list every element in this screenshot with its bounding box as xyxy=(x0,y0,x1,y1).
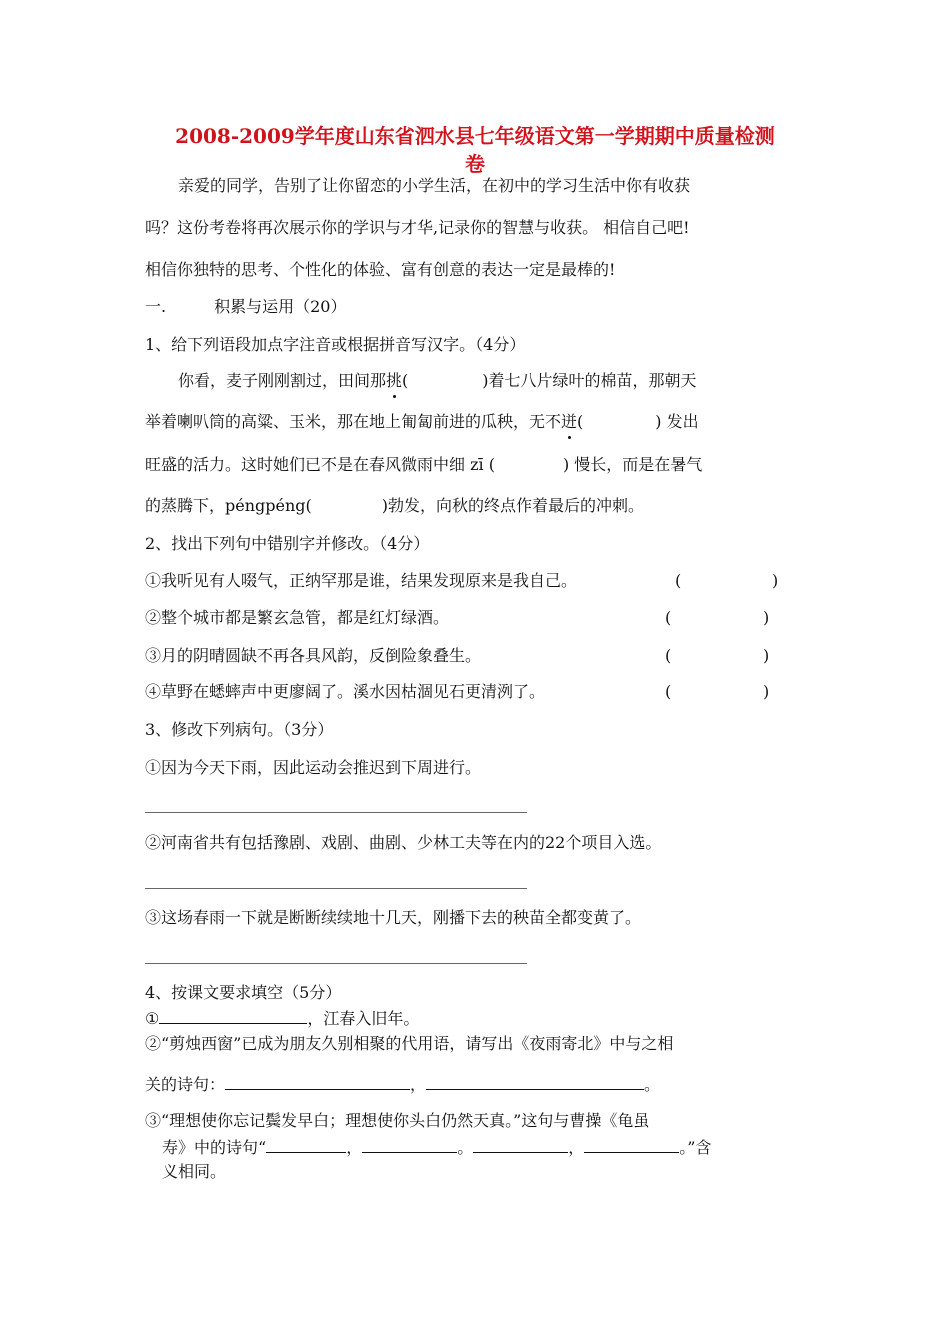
q2-paren-close: ) xyxy=(763,608,770,627)
q1-line-2 xyxy=(145,411,699,433)
section-number: 一. xyxy=(145,297,167,316)
q2-item-3: ③月的阴晴圆缺不再各具风韵，反倒险象叠生。 xyxy=(145,646,482,665)
q1-text: )勃发，向秋的终点作着最后的冲刺。 xyxy=(381,496,645,515)
q2-paren-open: ( xyxy=(675,571,682,590)
q4-item-3-text: 。”含 xyxy=(679,1138,712,1157)
intro-line-2: 吗？这份考卷将再次展示你的学识与才华,记录你的智慧与收获。 相信自己吧! xyxy=(145,218,690,237)
q2-paren-open: ( xyxy=(665,608,672,627)
q4-item-2-line-1: ②“剪烛西窗”已成为朋友久别相聚的代用语，请写出《夜雨寄北》中与之相 xyxy=(145,1034,674,1053)
q1-line-3 xyxy=(145,454,702,476)
q4-item-2-text: 关的诗句： xyxy=(145,1075,226,1094)
q4-heading: 4、按课文要求填空（5分） xyxy=(145,983,342,1002)
q2-paren-open: ( xyxy=(665,646,672,665)
q3-heading: 3、修改下列病句。（3分） xyxy=(145,720,334,739)
q4-item-1 xyxy=(145,1007,419,1030)
q4-item-3-line-3: 义相同。 xyxy=(162,1162,227,1181)
q1-text: )着七八片绿叶的棉苗，那朝天 xyxy=(482,371,697,390)
q1-paren-open: ( xyxy=(577,412,584,431)
q1-text: 你看，麦子刚刚割过，田间那 xyxy=(178,371,387,390)
q2-paren-close: ) xyxy=(772,571,779,590)
q4-item-3-line-2 xyxy=(162,1136,711,1159)
q3-answer-line-1[interactable] xyxy=(145,812,527,813)
q1-text: 旺盛的活力。这时她们已不是在春风微雨中细 zī ( xyxy=(145,455,495,474)
page-title xyxy=(150,122,800,178)
q4-punct: 。 xyxy=(457,1138,474,1157)
q4-punct: ， xyxy=(346,1138,363,1157)
q1-line-4 xyxy=(145,495,644,517)
q4-item-1-number: ① xyxy=(145,1009,160,1028)
q1-text: 举着喇叭筒的高粱、玉米，那在地上匍匐前进的瓜秧，无不 xyxy=(145,412,562,431)
q3-answer-line-2[interactable] xyxy=(145,888,527,889)
q4-blank-5[interactable] xyxy=(362,1136,457,1153)
q3-item-2: ②河南省共有包括豫剧、戏剧、曲剧、少林工夫等在内的22个项目入选。 xyxy=(145,833,662,852)
section-heading xyxy=(145,296,346,318)
q3-item-1: ①因为今天下雨，因此运动会推迟到下周进行。 xyxy=(145,758,482,777)
q1-text: ) 发出 xyxy=(655,412,699,431)
q1-text: 的蒸腾下，péngpéng( xyxy=(145,496,312,515)
q4-blank-1[interactable] xyxy=(159,1007,307,1024)
q2-paren-close: ) xyxy=(763,646,770,665)
q2-item-2: ②整个城市都是繁玄急管，都是红灯绿酒。 xyxy=(145,608,450,627)
q2-item-1: ①我听见有人啜气，正纳罕那是谁，结果发现原来是我自己。 xyxy=(145,571,578,590)
q2-paren-open: ( xyxy=(665,682,672,701)
q4-punct: ， xyxy=(410,1075,427,1094)
intro-line-3: 相信你独特的思考、个性化的体验、富有创意的表达一定是最棒的! xyxy=(145,260,616,279)
q1-dotted-char: 挑 xyxy=(386,371,403,390)
intro-line-1: 亲爱的同学，告别了让你留恋的小学生活，在初中的学习生活中你有收获 xyxy=(178,176,691,195)
q4-punct: ， xyxy=(568,1138,585,1157)
q4-blank-4[interactable] xyxy=(266,1136,346,1153)
q4-item-1-text: ，江春入旧年。 xyxy=(307,1009,420,1028)
q4-item-2-line-2 xyxy=(145,1073,660,1096)
q1-paren-open: ( xyxy=(402,371,409,390)
q1-text: ) 慢长，而是在暑气 xyxy=(562,455,703,474)
section-title: 积累与运用（20） xyxy=(214,297,347,316)
q4-punct: 。 xyxy=(644,1075,661,1094)
q2-paren-close: ) xyxy=(763,682,770,701)
q4-item-3-text: 寿》中的诗句“ xyxy=(162,1138,267,1157)
q4-item-3-line-1: ③“理想使你忘记鬓发早白；理想使你头白仍然天真。”这句与曹操《龟虽 xyxy=(145,1111,650,1130)
q4-blank-2[interactable] xyxy=(225,1073,410,1090)
q3-item-3: ③这场春雨一下就是断断续续地十几天，刚播下去的秧苗全都变黄了。 xyxy=(145,908,642,927)
title-line-2: 卷 xyxy=(465,152,485,176)
q4-blank-3[interactable] xyxy=(426,1073,644,1090)
q1-dotted-char: 迸 xyxy=(561,412,578,431)
q2-item-4: ④草野在蟋蟀声中更廖阔了。溪水因枯涸见石更清洌了。 xyxy=(145,682,546,701)
q4-blank-7[interactable] xyxy=(584,1136,679,1153)
title-line-1: 2008-2009学年度山东省泗水县七年级语文第一学期期中质量检测 xyxy=(175,124,775,148)
q3-answer-line-3[interactable] xyxy=(145,963,527,964)
q2-heading: 2、找出下列句中错别字并修改。（4分） xyxy=(145,534,430,553)
q1-line-1 xyxy=(178,370,697,392)
q4-blank-6[interactable] xyxy=(473,1136,568,1153)
q1-heading: 1、给下列语段加点字注音或根据拼音写汉字。（4分） xyxy=(145,335,526,354)
